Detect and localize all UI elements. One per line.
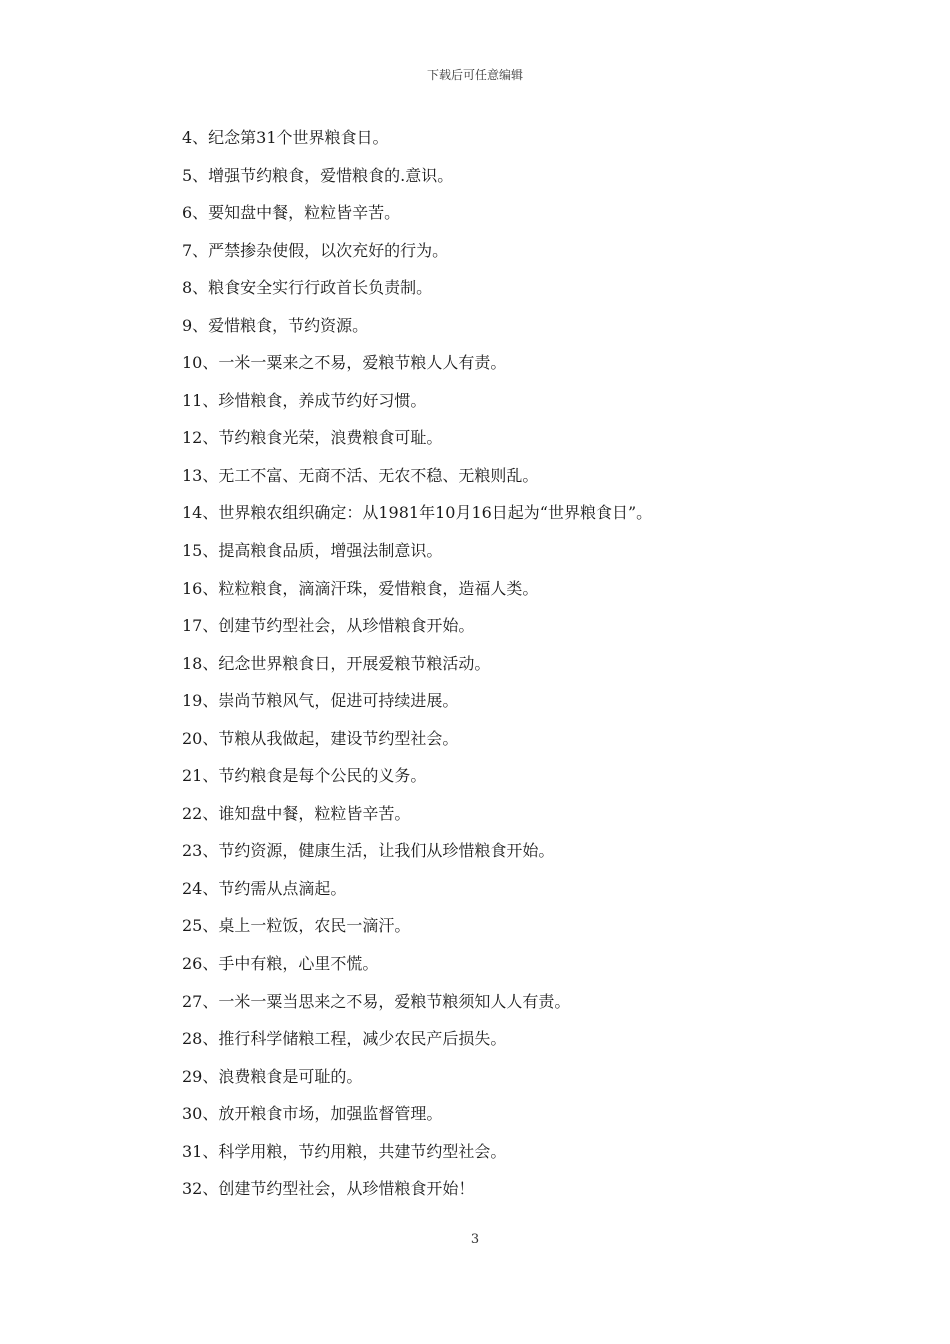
page-number: 3 (470, 1232, 480, 1247)
list-item: 8、粮食安全实行行政首长负责制。 (182, 278, 433, 298)
list-item: 25、桌上一粒饭，农民一滴汗。 (182, 916, 411, 936)
list-item: 19、崇尚节粮风气，促进可持续进展。 (182, 691, 459, 711)
list-item: 6、要知盘中餐，粒粒皆辛苦。 (182, 203, 401, 223)
list-item: 7、严禁掺杂使假，以次充好的行为。 (182, 240, 449, 260)
list-item: 31、科学用粮，节约用粮，共建节约型社会。 (182, 1141, 507, 1161)
list-item: 26、手中有粮，心里不慌。 (182, 954, 379, 974)
list-item: 30、放开粮食市场，加强监督管理。 (182, 1104, 443, 1124)
list-item: 22、谁知盘中餐，粒粒皆辛苦。 (182, 803, 411, 823)
list-item: 23、节约资源，健康生活，让我们从珍惜粮食开始。 (182, 841, 555, 861)
list-item: 20、节粮从我做起，建设节约型社会。 (182, 728, 459, 748)
list-item: 12、节约粮食光荣，浪费粮食可耻。 (182, 428, 443, 448)
list-item: 32、创建节约型社会，从珍惜粮食开始！ (182, 1179, 475, 1199)
list-item: 13、无工不富、无商不活、无农不稳、无粮则乱。 (182, 465, 539, 485)
list-item: 21、节约粮食是每个公民的义务。 (182, 766, 427, 786)
list-item: 14、世界粮农组织确定：从1981年10月16日起为“世界粮食日”。 (182, 503, 653, 523)
list-item: 29、浪费粮食是可耻的。 (182, 1066, 363, 1086)
document-body (182, 124, 882, 1213)
list-item: 18、纪念世界粮食日，开展爱粮节粮活动。 (182, 653, 491, 673)
list-item: 4、纪念第31个世界粮食日。 (182, 128, 389, 147)
list-item: 5、增强节约粮食，爱惜粮食的.意识。 (182, 165, 454, 185)
list-item: 24、节约需从点滴起。 (182, 878, 347, 898)
list-item: 11、珍惜粮食，养成节约好习惯。 (182, 390, 427, 410)
list-item: 17、创建节约型社会，从珍惜粮食开始。 (182, 616, 475, 636)
list-item: 28、推行科学储粮工程，减少农民产后损失。 (182, 1029, 507, 1049)
list-item: 16、粒粒粮食，滴滴汗珠，爱惜粮食，造福人类。 (182, 578, 539, 598)
list-item: 9、爱惜粮食，节约资源。 (182, 315, 369, 335)
list-item: 10、一米一粟来之不易，爱粮节粮人人有责。 (182, 353, 507, 373)
list-item: 15、提高粮食品质，增强法制意识。 (182, 541, 443, 561)
list-item: 27、一米一粟当思来之不易，爱粮节粮须知人人有责。 (182, 991, 571, 1011)
page-header: 下载后可任意编辑 (426, 68, 523, 82)
